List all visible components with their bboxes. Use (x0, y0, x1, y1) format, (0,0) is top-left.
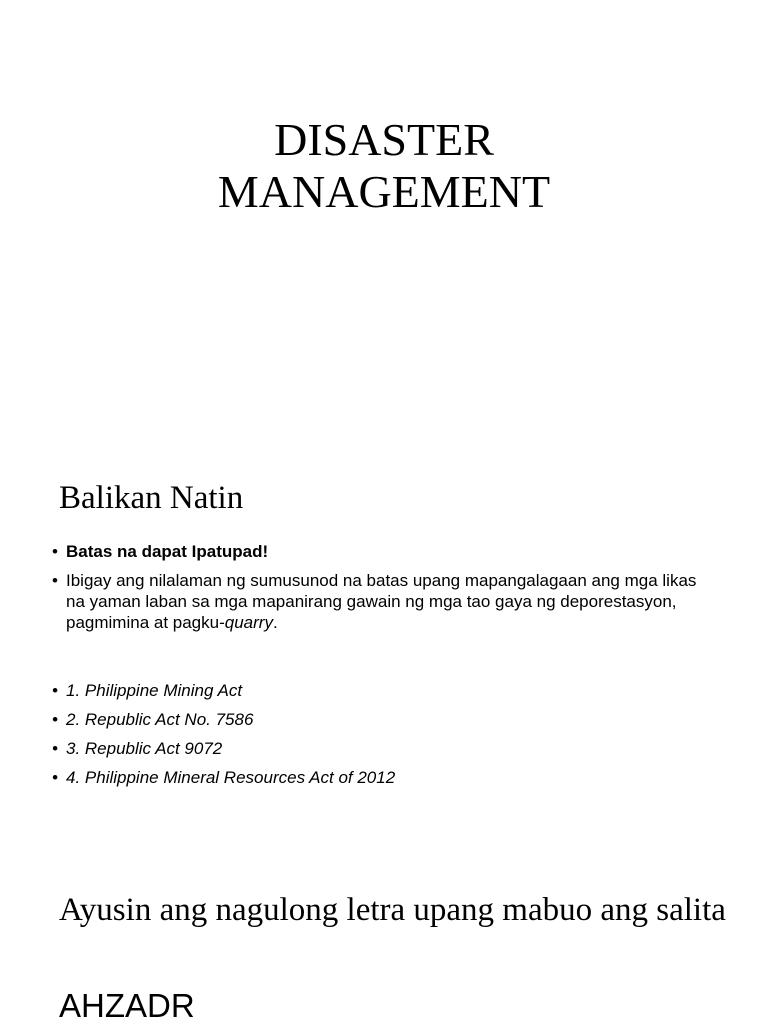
law-item: • 2. Republic Act No. 7586 (52, 709, 702, 730)
law-item: • 3. Republic Act 9072 (52, 738, 702, 759)
review-bullet-law-title (52, 541, 702, 562)
review-heading: Balikan Natin (59, 480, 244, 516)
law-title-text: Batas na dapat Ipatupad! (66, 542, 269, 561)
instructions-italic-word: quarry (224, 613, 273, 632)
instructions-end: . (272, 613, 278, 632)
law-item: • 4. Philippine Mineral Resources Act of 2012 (52, 767, 702, 788)
review-bullet-list (52, 541, 702, 641)
law-item: • 1. Philippine Mining Act (52, 680, 702, 701)
slide-title (0, 114, 768, 218)
instructions-text: Ibigay ang nilalaman ng sumusunod na batas upang mapangalagaan ang mga likas na yaman laban sa mga mapanirang gawain ng mga tao gaya ng deporestasyon, pagmimina at pagku- (66, 571, 697, 632)
scrambled-word: AHZADR (59, 987, 195, 1024)
laws-list (52, 680, 702, 796)
activity-heading: Ayusin ang nagulong letra upang mabuo ang salita (59, 892, 726, 928)
slide-title-line-2: MANAGEMENT (217, 166, 551, 217)
review-bullet-instructions (52, 570, 702, 633)
slide-title-line-1: DISASTER (274, 114, 494, 165)
